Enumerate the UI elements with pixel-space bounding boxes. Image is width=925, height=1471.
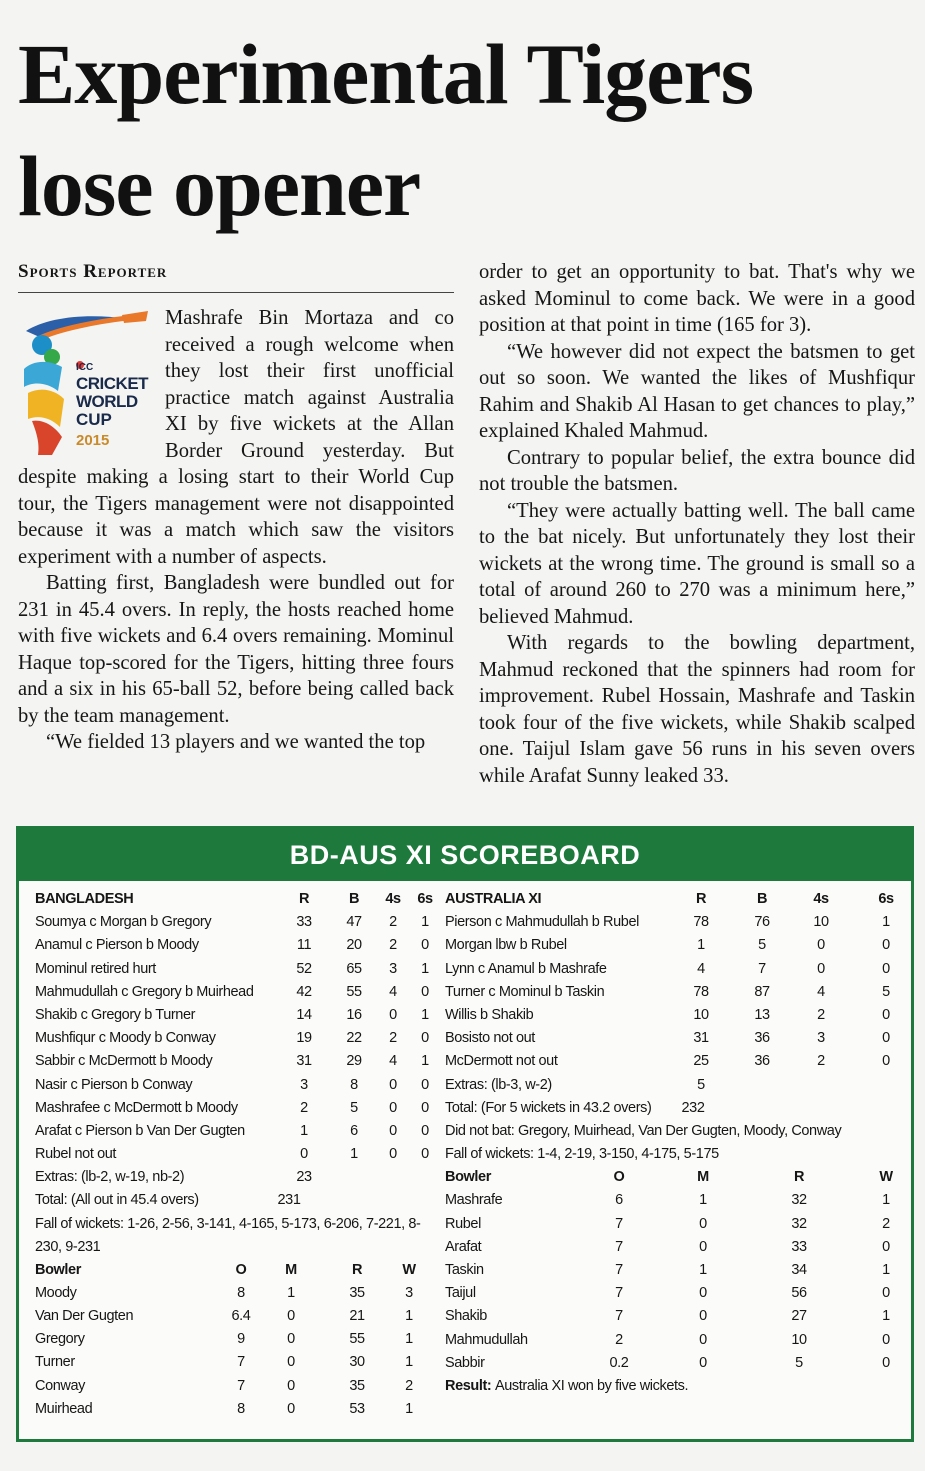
result-text: Australia XI won by five wickets.	[495, 1377, 689, 1394]
table-row	[445, 1213, 905, 1236]
batsman-name: Pierson c Mahmudullah b Rubel	[445, 914, 639, 931]
table-row	[445, 1329, 905, 1352]
table-row	[445, 911, 905, 934]
table-row	[35, 1375, 435, 1398]
bangladesh-scorecard	[35, 888, 435, 1421]
headline	[18, 18, 918, 242]
overs-cell: 7	[615, 1215, 623, 1232]
col-header: M	[697, 1169, 709, 1186]
balls-cell: 5	[758, 937, 766, 954]
batsman-name: Arafat c Pierson b Van Der Gugten	[35, 1122, 245, 1139]
balls-cell: 87	[754, 983, 770, 1000]
article-column-1	[18, 305, 454, 756]
balls-cell: 16	[346, 1006, 362, 1023]
runs-cell: 11	[296, 937, 312, 954]
batsman-name: Bosisto not out	[445, 1030, 535, 1047]
total-row	[445, 1097, 905, 1120]
bowler-name: Mashrafe	[445, 1192, 503, 1209]
wickets-cell: 0	[882, 1354, 890, 1371]
scoreboard	[16, 826, 914, 1442]
balls-cell: 36	[754, 1053, 770, 1070]
table-row	[35, 1143, 435, 1166]
bowler-name: Taijul	[445, 1285, 476, 1302]
maidens-cell: 0	[699, 1331, 707, 1348]
runs-cell: 1	[300, 1122, 308, 1139]
wickets-cell: 0	[882, 1331, 890, 1348]
article-column-2	[479, 259, 915, 789]
runs-cell: 33	[791, 1238, 807, 1255]
bowler-name: Van Der Gugten	[35, 1308, 134, 1324]
wickets-cell: 0	[882, 1285, 890, 1302]
overs-cell: 7	[615, 1262, 623, 1278]
batsman-name: McDermott not out	[445, 1053, 558, 1070]
wickets-cell: 1	[882, 1192, 890, 1209]
balls-cell: 55	[346, 983, 362, 1000]
balls-cell: 29	[346, 1053, 362, 1070]
table-row	[35, 1027, 435, 1050]
runs-cell: 10	[693, 1006, 709, 1023]
fours-cell: 0	[389, 1076, 397, 1093]
wickets-cell: 1	[405, 1354, 413, 1371]
bowler-name: Arafat	[445, 1238, 482, 1255]
runs-cell: 56	[791, 1285, 807, 1302]
bowling-header	[445, 1166, 905, 1189]
balls-cell: 13	[754, 1006, 770, 1023]
col-header: O	[613, 1169, 625, 1186]
col-header: R	[793, 1169, 805, 1186]
wickets-cell: 2	[405, 1377, 413, 1394]
runs-cell: 35	[349, 1284, 365, 1301]
fours-cell: 0	[389, 1099, 397, 1116]
extras-row	[445, 1074, 905, 1097]
fours-cell: 4	[817, 983, 825, 1000]
sixes-cell: 0	[882, 960, 890, 977]
result-row	[445, 1375, 905, 1398]
runs-cell: 55	[349, 1331, 365, 1348]
table-row	[35, 1097, 435, 1120]
extras-label: Extras: (lb-3, w-2)	[445, 1076, 552, 1093]
balls-cell: 47	[346, 914, 362, 931]
extras-value: 23	[296, 1169, 312, 1186]
table-row	[35, 1120, 435, 1143]
batsman-name: Mushfiqur c Moody b Conway	[35, 1030, 216, 1047]
wickets-cell: 2	[882, 1215, 890, 1232]
runs-cell: 32	[791, 1215, 807, 1232]
table-row	[445, 981, 905, 1004]
paragraph: With regards to the bowling department, Mahmud reckoned that the spinners had room for improvement. Rubel Hossain, Mashrafe and Taskin took four of the five wickets, while Shakib scalped one. Taijul Islam gave 56 runs in his seven overs while Arafat Sunny leaked 33.	[479, 632, 915, 787]
table-row	[445, 1189, 905, 1212]
paragraph: Contrary to popular belief, the extra bounce did not trouble the batsmen.	[479, 446, 915, 495]
sixes-cell: 1	[421, 914, 429, 931]
runs-cell: 4	[697, 960, 705, 977]
col-header: R	[298, 891, 310, 907]
sixes-cell: 1	[882, 914, 890, 931]
maidens-cell: 0	[287, 1354, 295, 1371]
paragraph: “We fielded 13 players and we wanted the top	[46, 731, 426, 753]
bowling-header	[35, 1259, 435, 1282]
sixes-cell: 0	[421, 1076, 429, 1093]
table-row	[35, 911, 435, 934]
table-row	[35, 1074, 435, 1097]
extras-row	[35, 1166, 435, 1189]
team-name: AUSTRALIA XI	[445, 891, 542, 907]
col-header: W	[879, 1169, 893, 1186]
batting-header	[445, 888, 905, 911]
batsman-name: Soumya c Morgan b Gregory	[35, 914, 212, 931]
total-label: Total: (All out in 45.4 overs)	[35, 1192, 199, 1209]
fall-of-wickets: Fall of wickets: 1-26, 2-56, 3-141, 4-165, 5-173, 6-206, 7-221, 8-230, 9-231	[35, 1215, 421, 1255]
bowler-name: Sabbir	[445, 1354, 485, 1371]
table-row	[35, 1305, 435, 1328]
table-row	[35, 1351, 435, 1374]
overs-cell: 6.4	[231, 1308, 251, 1324]
extras-value: 5	[697, 1076, 705, 1093]
table-row	[445, 1027, 905, 1050]
table-row	[35, 1282, 435, 1305]
sixes-cell: 0	[882, 1006, 890, 1023]
wickets-cell: 1	[405, 1400, 413, 1417]
table-row	[35, 1004, 435, 1027]
fours-cell: 2	[389, 937, 397, 954]
did-not-bat: Did not bat: Gregory, Muirhead, Van Der Gugten, Moody, Conway	[445, 1122, 842, 1139]
overs-cell: 2	[615, 1331, 623, 1348]
runs-cell: 31	[693, 1030, 709, 1047]
sixes-cell: 0	[421, 1122, 429, 1139]
sixes-cell: 0	[421, 1099, 429, 1116]
table-row	[445, 934, 905, 957]
paragraph: “They were actually batting well. The ball came to the bat nicely. But unfortunately they lost their wickets at the wrong time. The ground is small so a total of around 260 to 270 was a minimum here,” believed Mahmud.	[479, 499, 915, 628]
runs-cell: 52	[296, 960, 312, 977]
sixes-cell: 0	[421, 937, 429, 954]
batsman-name: Sabbir c McDermott b Moody	[35, 1053, 213, 1070]
overs-cell: 8	[237, 1400, 245, 1417]
maidens-cell: 1	[699, 1192, 707, 1209]
table-row	[35, 981, 435, 1004]
runs-cell: 31	[296, 1053, 312, 1070]
bowler-name: Turner	[35, 1354, 75, 1371]
runs-cell: 42	[296, 983, 312, 1000]
batsman-name: Shakib c Gregory b Turner	[35, 1006, 196, 1023]
col-header: O	[235, 1261, 247, 1278]
balls-cell: 22	[346, 1030, 362, 1047]
overs-cell: 7	[237, 1377, 245, 1394]
sixes-cell: 0	[421, 983, 429, 1000]
paragraph: Mashrafe Bin Mortaza and co received a rough welcome when they lost their first unofficial practice match against Australia XI by five wickets at the Allan Border Ground yesterday. But despite making a losing start to their World Cup tour, the Tigers management were not disappointed because it was a match which saw the visitors experiment with a number of aspects.	[18, 307, 454, 568]
headline-line-1: Experimental Tigers	[18, 26, 754, 122]
table-row	[445, 1050, 905, 1073]
runs-cell: 5	[795, 1354, 803, 1371]
table-row	[445, 958, 905, 981]
fours-cell: 10	[813, 914, 829, 931]
extras-label: Extras: (lb-2, w-19, nb-2)	[35, 1169, 185, 1186]
runs-cell: 1	[697, 937, 705, 954]
scoreboard-title: BD-AUS XI SCOREBOARD	[19, 829, 911, 881]
batsman-name: Anamul c Pierson b Moody	[35, 937, 199, 954]
bowler-name: Muirhead	[35, 1400, 93, 1417]
col-header: 6s	[878, 891, 894, 907]
col-header: M	[285, 1261, 297, 1278]
batting-header	[35, 888, 435, 911]
bowler-name: Moody	[35, 1284, 77, 1301]
maidens-cell: 0	[287, 1377, 295, 1394]
runs-cell: 33	[296, 914, 312, 931]
australia-scorecard	[445, 888, 905, 1398]
fours-cell: 3	[817, 1030, 825, 1047]
result-label: Result:	[445, 1377, 492, 1394]
balls-cell: 20	[346, 937, 362, 954]
fours-cell: 4	[389, 983, 397, 1000]
fours-cell: 2	[817, 1006, 825, 1023]
fours-cell: 4	[389, 1053, 397, 1070]
table-row	[445, 1282, 905, 1305]
fours-cell: 2	[389, 1030, 397, 1047]
wickets-cell: 3	[405, 1284, 413, 1301]
col-header: 4s	[813, 891, 829, 907]
col-header: Bowler	[445, 1169, 491, 1186]
batsman-name: Lynn c Anamul b Mashrafe	[445, 960, 607, 977]
maidens-cell: 0	[287, 1331, 295, 1348]
cricket-world-cup-logo-icon	[18, 309, 153, 457]
balls-cell: 36	[754, 1030, 770, 1047]
logo-text-icc: ICC	[76, 362, 94, 373]
total-value: 231	[277, 1192, 301, 1209]
runs-cell: 30	[349, 1354, 365, 1371]
batsman-name: Rubel not out	[35, 1146, 117, 1163]
runs-cell: 0	[300, 1146, 308, 1163]
table-row	[445, 1305, 905, 1328]
fours-cell: 0	[389, 1122, 397, 1139]
batsman-name: Mashrafee c McDermott b Moody	[35, 1099, 238, 1116]
runs-cell: 19	[296, 1030, 312, 1047]
fours-cell: 0	[817, 937, 825, 954]
sixes-cell: 1	[421, 1053, 429, 1070]
wickets-cell: 1	[405, 1331, 413, 1348]
table-row	[35, 958, 435, 981]
overs-cell: 6	[615, 1192, 623, 1209]
col-header: R	[695, 891, 707, 907]
fours-cell: 0	[389, 1146, 397, 1163]
byline: Sports Reporter	[18, 261, 168, 282]
table-row	[35, 1328, 435, 1351]
col-header: W	[402, 1261, 416, 1278]
bowler-name: Rubel	[445, 1215, 481, 1232]
overs-cell: 7	[615, 1238, 623, 1255]
total-value: 232	[681, 1099, 705, 1116]
wickets-cell: 0	[882, 1238, 890, 1255]
sixes-cell: 1	[421, 1006, 429, 1023]
sixes-cell: 0	[421, 1030, 429, 1047]
balls-cell: 65	[346, 960, 362, 977]
logo-text-cricket: CRICKET	[76, 374, 149, 393]
batsman-name: Morgan lbw b Rubel	[445, 937, 567, 954]
maidens-cell: 0	[699, 1238, 707, 1255]
fours-cell: 0	[817, 960, 825, 977]
table-row	[35, 1398, 435, 1421]
runs-cell: 32	[791, 1192, 807, 1209]
runs-cell: 27	[791, 1308, 807, 1325]
runs-cell: 21	[349, 1308, 365, 1324]
runs-cell: 3	[300, 1076, 308, 1093]
runs-cell: 25	[693, 1053, 709, 1070]
maidens-cell: 0	[287, 1308, 295, 1324]
fours-cell: 2	[389, 914, 397, 931]
col-header: B	[756, 891, 768, 907]
col-header: R	[351, 1261, 363, 1278]
paragraph: “We however did not expect the batsmen to get out so soon. We wanted the likes of Mushfiqur Rahim and Shakib Al Hasan to get chances to play,” explained Khaled Mahmud.	[479, 340, 915, 442]
batsman-name: Mahmudullah c Gregory b Muirhead	[35, 983, 254, 1000]
logo-text-year: 2015	[76, 432, 110, 449]
runs-cell: 10	[791, 1331, 807, 1348]
wickets-cell: 1	[405, 1308, 413, 1324]
balls-cell: 1	[350, 1146, 358, 1163]
logo-text-world: WORLD	[76, 392, 138, 411]
fours-cell: 2	[817, 1053, 825, 1070]
total-label: Total: (For 5 wickets in 43.2 overs)	[445, 1099, 652, 1116]
runs-cell: 34	[791, 1262, 807, 1278]
bowler-name: Gregory	[35, 1331, 85, 1348]
maidens-cell: 0	[699, 1285, 707, 1302]
maidens-cell: 0	[699, 1354, 707, 1371]
paragraph: Batting first, Bangladesh were bundled out for 231 in 45.4 overs. In reply, the hosts reached home with five wickets and 6.4 overs remaining. Mominul Haque top-scored for the Tigers, hitting three fours and a six in his 65-ball 52, before being called back by the team management.	[18, 572, 454, 727]
balls-cell: 76	[754, 914, 770, 931]
batsman-name: Nasir c Pierson b Conway	[35, 1076, 193, 1093]
bowler-name: Conway	[35, 1377, 85, 1394]
maidens-cell: 0	[699, 1215, 707, 1232]
maidens-cell: 0	[287, 1400, 295, 1417]
headline-line-2: lose opener	[18, 138, 421, 234]
overs-cell: 7	[615, 1308, 623, 1325]
overs-cell: 0.2	[609, 1354, 629, 1371]
balls-cell: 5	[350, 1099, 358, 1116]
wickets-cell: 1	[882, 1262, 890, 1278]
table-row	[35, 934, 435, 957]
fall-of-wickets: Fall of wickets: 1-4, 2-19, 3-150, 4-175, 5-175	[445, 1146, 719, 1163]
sixes-cell: 5	[882, 983, 890, 1000]
col-header: 4s	[385, 891, 401, 907]
paragraph: order to get an opportunity to bat. That's why we asked Mominul to come back. We were in a good position at that point in time (165 for 3).	[479, 261, 915, 336]
table-row	[445, 1236, 905, 1259]
team-name: BANGLADESH	[35, 891, 134, 907]
fours-cell: 3	[389, 960, 397, 977]
overs-cell: 7	[237, 1354, 245, 1371]
batsman-name: Mominul retired hurt	[35, 960, 156, 977]
maidens-cell: 1	[287, 1284, 295, 1301]
table-row	[445, 1352, 905, 1375]
overs-cell: 9	[237, 1331, 245, 1348]
batsman-name: Turner c Mominul b Taskin	[445, 983, 605, 1000]
maidens-cell: 0	[699, 1308, 707, 1325]
runs-cell: 14	[296, 1006, 312, 1023]
maidens-cell: 1	[699, 1262, 707, 1278]
batsman-name: Willis b Shakib	[445, 1006, 534, 1023]
table-row	[445, 1259, 905, 1282]
overs-cell: 7	[615, 1285, 623, 1302]
runs-cell: 53	[349, 1400, 365, 1417]
sixes-cell: 0	[882, 937, 890, 954]
wickets-cell: 1	[882, 1308, 890, 1325]
overs-cell: 8	[237, 1284, 245, 1301]
runs-cell: 78	[693, 983, 709, 1000]
table-row	[445, 1004, 905, 1027]
runs-cell: 2	[300, 1099, 308, 1116]
col-header: Bowler	[35, 1261, 81, 1278]
byline-rule	[18, 292, 454, 293]
runs-cell: 35	[349, 1377, 365, 1394]
balls-cell: 6	[350, 1122, 358, 1139]
sixes-cell: 0	[421, 1146, 429, 1163]
col-header: 6s	[417, 891, 433, 907]
table-row	[35, 1050, 435, 1073]
fours-cell: 0	[389, 1006, 397, 1023]
balls-cell: 7	[758, 960, 766, 977]
logo-text-cup: CUP	[76, 410, 112, 429]
col-header: B	[348, 891, 360, 907]
total-row	[35, 1189, 435, 1212]
balls-cell: 8	[350, 1076, 358, 1093]
bowler-name: Mahmudullah	[445, 1331, 528, 1348]
bowler-name: Taskin	[445, 1262, 484, 1278]
bowler-name: Shakib	[445, 1308, 487, 1325]
sixes-cell: 0	[882, 1030, 890, 1047]
runs-cell: 78	[693, 914, 709, 931]
sixes-cell: 0	[882, 1053, 890, 1070]
sixes-cell: 1	[421, 960, 429, 977]
